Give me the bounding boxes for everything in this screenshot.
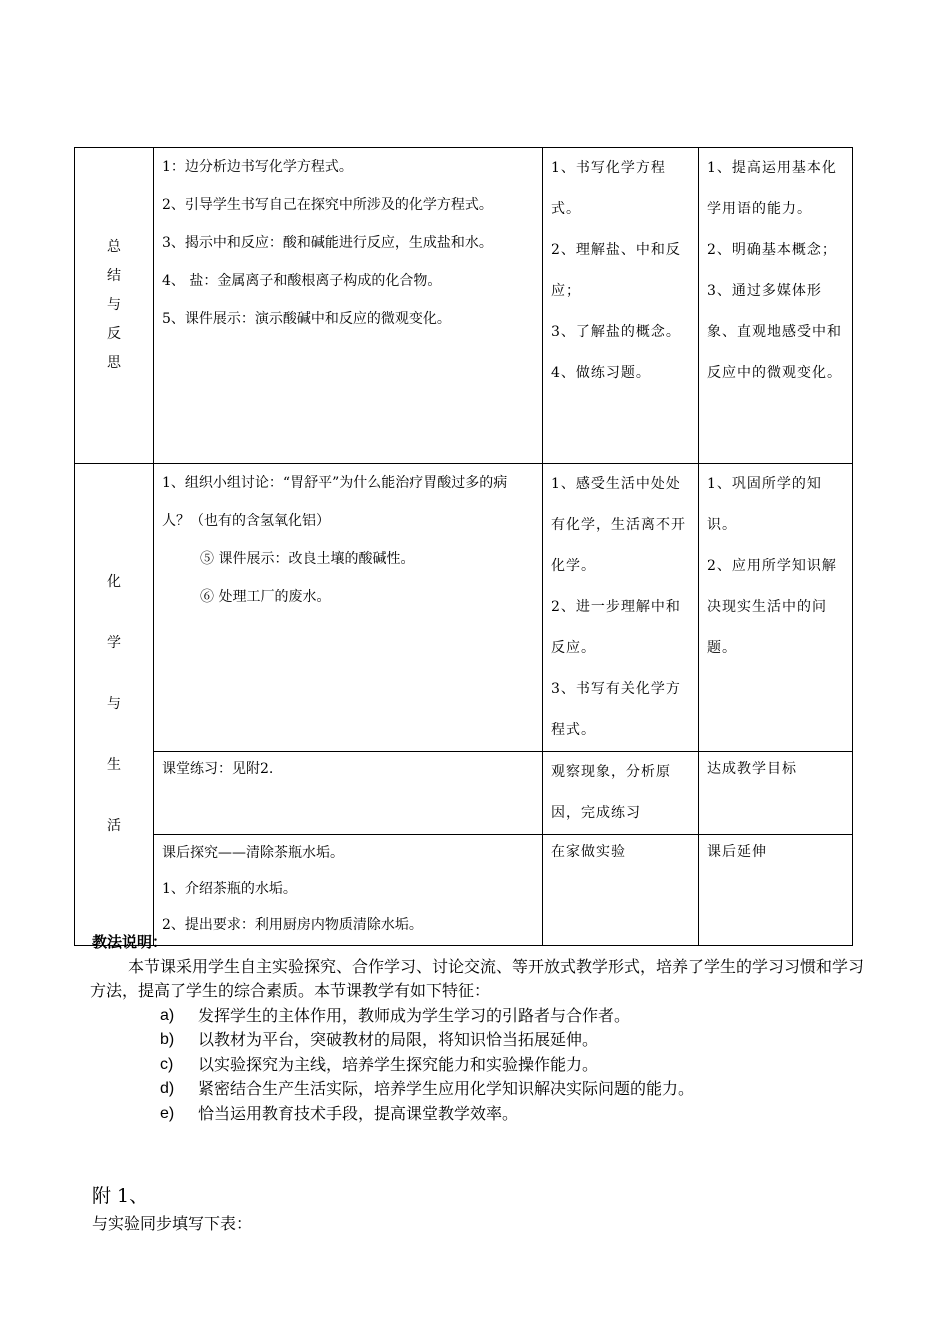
teacher-activity: ⑥ 处理工厂的废水。 bbox=[200, 589, 331, 605]
table-row bbox=[75, 835, 853, 946]
design-purpose: 2、明确基本概念； bbox=[707, 242, 837, 258]
design-purpose-cell bbox=[699, 464, 853, 752]
stage-char: 活 bbox=[107, 818, 121, 834]
list-item bbox=[92, 1004, 872, 1029]
stage-char: 与 bbox=[107, 696, 121, 712]
list-item bbox=[92, 1028, 872, 1053]
teacher-activity-cell bbox=[154, 835, 543, 946]
table-row bbox=[75, 752, 853, 835]
stage-cell bbox=[75, 464, 154, 946]
student-activity: 在家做实验 bbox=[551, 844, 626, 860]
table-row bbox=[75, 148, 853, 464]
student-activity: 3、书写有关化学方程式。 bbox=[551, 681, 681, 738]
stage-char: 生 bbox=[107, 757, 121, 773]
design-purpose: 3、通过多媒体形象、直观地感受中和反应中的微观变化。 bbox=[707, 283, 842, 381]
teacher-activity-cell bbox=[154, 148, 543, 464]
notes-title: 教法说明： bbox=[92, 933, 168, 951]
lesson-plan-table bbox=[74, 147, 853, 946]
list-item-label: a) bbox=[160, 1006, 175, 1024]
list-item-label: b) bbox=[160, 1031, 175, 1048]
teacher-activity: ⑤ 课件展示：改良土壤的酸碱性。 bbox=[200, 551, 415, 567]
teacher-activity: 课后探究——清除茶瓶水垢。 bbox=[162, 845, 344, 861]
teacher-activity: 1、介绍茶瓶的水垢。 bbox=[162, 881, 297, 897]
stage-char: 总 bbox=[107, 239, 121, 255]
student-activity-cell bbox=[543, 835, 699, 946]
list-item bbox=[92, 1053, 872, 1078]
teacher-activity: 2、提出要求：利用厨房内物质清除水垢。 bbox=[162, 917, 423, 933]
stage-char: 与 bbox=[107, 297, 121, 313]
notes-list bbox=[92, 1004, 872, 1127]
student-activity: 2、理解盐、中和反应； bbox=[551, 242, 681, 299]
student-activity: 4、做练习题。 bbox=[551, 365, 651, 381]
list-item-text: 恰当运用教育技术手段，提高课堂教学效率。 bbox=[198, 1103, 519, 1123]
list-item-text: 以教材为平台，突破教材的局限，将知识恰当拓展延伸。 bbox=[198, 1030, 599, 1049]
student-activity: 1、感受生活中处处有化学，生活离不开化学。 bbox=[551, 476, 686, 574]
list-item-label: c) bbox=[160, 1055, 174, 1073]
stage-char: 结 bbox=[107, 268, 121, 284]
teacher-activity: 4、 盐：金属离子和酸根离子构成的化合物。 bbox=[162, 273, 442, 289]
teacher-activity: 3、揭示中和反应：酸和碱能进行反应，生成盐和水。 bbox=[162, 235, 493, 251]
student-activity-cell bbox=[543, 752, 699, 835]
design-purpose: 达成教学目标 bbox=[707, 761, 797, 777]
design-purpose-cell bbox=[699, 148, 853, 464]
list-item-text: 发挥学生的主体作用，教师成为学生学习的引路者与合作者。 bbox=[198, 1005, 631, 1025]
list-item-label: e) bbox=[160, 1104, 175, 1122]
teacher-activity: 2、引导学生书写自己在探究中所涉及的化学方程式。 bbox=[162, 197, 493, 213]
annex-subtitle: 与实验同步填写下表： bbox=[92, 1214, 253, 1233]
student-activity: 1、书写化学方程式。 bbox=[551, 160, 666, 217]
teacher-activity: 1：边分析边书写化学方程式。 bbox=[162, 159, 353, 175]
annex-title: 附 1、 bbox=[92, 1185, 149, 1207]
stage-char: 化 bbox=[107, 574, 121, 590]
teaching-notes bbox=[92, 930, 872, 1126]
design-purpose: 1、提高运用基本化学用语的能力。 bbox=[707, 160, 837, 217]
student-activity: 2、进一步理解中和反应。 bbox=[551, 599, 681, 656]
list-item-label: d) bbox=[160, 1080, 175, 1097]
teacher-activity: 课堂练习：见附2. bbox=[162, 761, 274, 777]
stage-char: 反 bbox=[107, 326, 121, 342]
list-item bbox=[92, 1077, 872, 1102]
stage-cell bbox=[75, 148, 154, 464]
design-purpose: 1、巩固所学的知识。 bbox=[707, 476, 822, 533]
table-row bbox=[75, 464, 853, 752]
design-purpose: 课后延伸 bbox=[707, 844, 767, 860]
teacher-activity: 5、课件展示：演示酸碱中和反应的微观变化。 bbox=[162, 311, 451, 327]
teacher-activity-cell bbox=[154, 464, 543, 752]
list-item-text: 紧密结合生产生活实际，培养学生应用化学知识解决实际问题的能力。 bbox=[198, 1079, 695, 1098]
student-activity: 观察现象，分析原因，完成练习 bbox=[551, 764, 671, 821]
list-item-text: 以实验探究为主线，培养学生探究能力和实验操作能力。 bbox=[198, 1054, 599, 1074]
student-activity-cell bbox=[543, 148, 699, 464]
teacher-activity: 1、组织小组讨论：“胃舒平”为什么能治疗胃酸过多的病人？（也有的含氢氧化铝） bbox=[162, 475, 508, 529]
student-activity-cell bbox=[543, 464, 699, 752]
list-item bbox=[92, 1102, 872, 1127]
student-activity: 3、了解盐的概念。 bbox=[551, 324, 681, 340]
design-purpose-cell bbox=[699, 752, 853, 835]
design-purpose-cell bbox=[699, 835, 853, 946]
stage-char: 学 bbox=[107, 635, 121, 651]
teacher-activity-cell bbox=[154, 752, 543, 835]
notes-paragraph: 本节课采用学生自主实验探究、合作学习、讨论交流、等开放式教学形式，培养了学生的学习习惯和学习方法，提高了学生的综合素质。本节课教学有如下特征： bbox=[90, 956, 865, 1000]
stage-char: 思 bbox=[107, 355, 121, 371]
design-purpose: 2、应用所学知识解决现实生活中的问题。 bbox=[707, 558, 837, 656]
